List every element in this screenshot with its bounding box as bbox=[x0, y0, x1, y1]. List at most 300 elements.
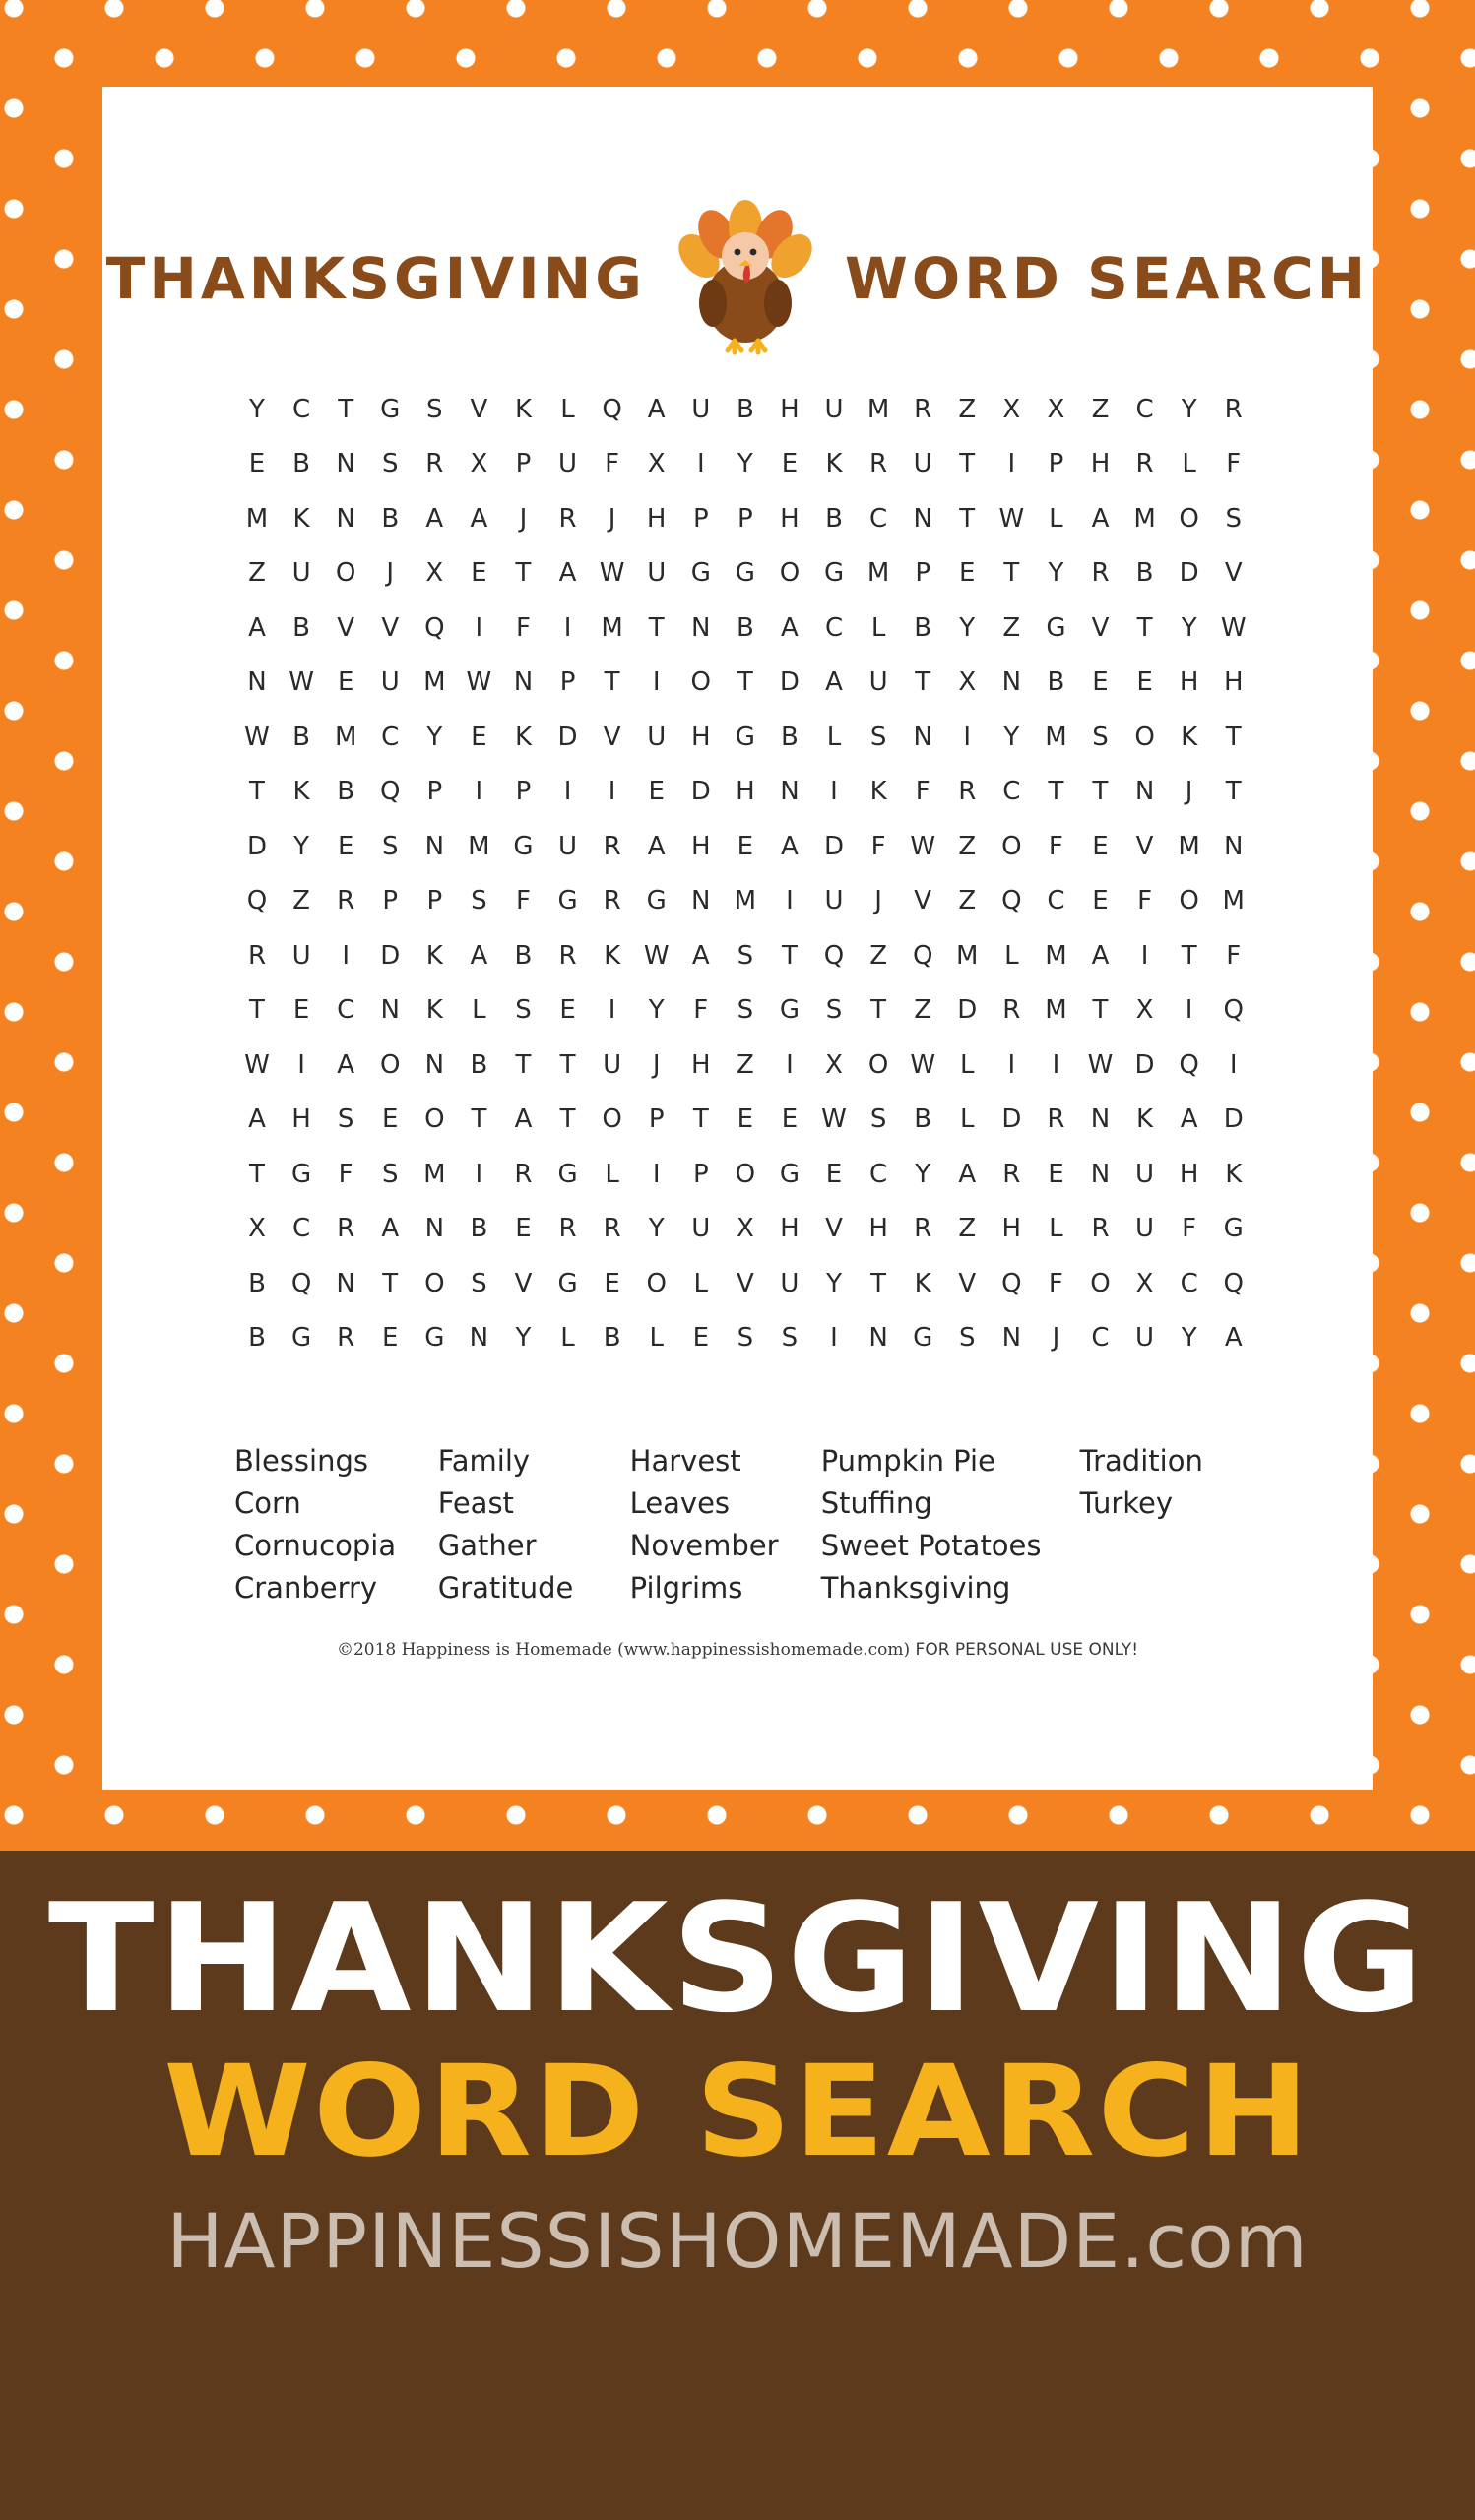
grid-cell: L bbox=[960, 1049, 975, 1080]
grid-cell: B bbox=[248, 1268, 266, 1298]
grid-cell: D bbox=[1179, 558, 1199, 589]
grid-cell: C bbox=[1091, 1323, 1110, 1354]
grid-cell: W bbox=[1087, 1049, 1114, 1080]
grid-cell: L bbox=[1004, 940, 1019, 971]
grid-cell: E bbox=[248, 449, 266, 479]
grid-cell: B bbox=[914, 612, 932, 643]
word-list-item: Leaves bbox=[629, 1486, 731, 1520]
grid-cell: J bbox=[386, 558, 395, 589]
grid-cell: V bbox=[1091, 612, 1110, 643]
grid-cell: E bbox=[648, 777, 665, 807]
grid-cell: X bbox=[1135, 1268, 1154, 1298]
grid-cell: Y bbox=[826, 1268, 842, 1298]
grid-cell: X bbox=[958, 667, 977, 698]
grid-cell: M bbox=[1178, 831, 1200, 861]
word-list-item: Cornucopia bbox=[234, 1529, 397, 1562]
grid-cell: T bbox=[515, 558, 532, 589]
grid-cell: U bbox=[824, 394, 844, 424]
grid-cell: H bbox=[691, 1049, 711, 1080]
grid-cell: U bbox=[291, 940, 311, 971]
grid-cell: I bbox=[563, 777, 572, 807]
grid-cell: Q bbox=[424, 612, 445, 643]
grid-cell: M bbox=[734, 886, 757, 916]
grid-cell: S bbox=[381, 1159, 399, 1189]
grid-cell: N bbox=[247, 667, 267, 698]
grid-cell: O bbox=[779, 558, 801, 589]
grid-cell: I bbox=[475, 1159, 483, 1189]
grid-cell: P bbox=[515, 449, 532, 479]
grid-cell: D bbox=[557, 722, 578, 752]
grid-cell: T bbox=[870, 1268, 887, 1298]
grid-cell: P bbox=[915, 558, 931, 589]
grid-cell: C bbox=[869, 1159, 888, 1189]
grid-cell: W bbox=[599, 558, 625, 589]
grid-cell: K bbox=[514, 394, 532, 424]
grid-cell: K bbox=[292, 777, 310, 807]
grid-cell: F bbox=[338, 1159, 353, 1189]
grid-cell: P bbox=[426, 777, 443, 807]
word-list-item: Corn bbox=[234, 1486, 301, 1520]
grid-cell: S bbox=[1092, 722, 1109, 752]
grid-cell: S bbox=[781, 1323, 799, 1354]
grid-cell: T bbox=[249, 1159, 265, 1189]
grid-cell: A bbox=[425, 503, 444, 534]
grid-cell: G bbox=[424, 1323, 445, 1354]
grid-cell: R bbox=[337, 1214, 355, 1244]
grid-cell: X bbox=[647, 449, 666, 479]
grid-cell: R bbox=[558, 1214, 577, 1244]
grid-cell: F bbox=[1226, 940, 1242, 971]
grid-cell: A bbox=[1224, 1323, 1243, 1354]
grid-cell: O bbox=[1179, 503, 1199, 534]
grid-cell: N bbox=[868, 1323, 888, 1354]
grid-cell: U bbox=[1135, 1214, 1155, 1244]
grid-cell: T bbox=[382, 1268, 399, 1298]
grid-cell: B bbox=[736, 394, 754, 424]
grid-row bbox=[238, 546, 1252, 601]
banner-title-word-search: WORD SEARCH bbox=[163, 2039, 1312, 2185]
grid-cell: T bbox=[515, 1049, 532, 1080]
grid-cell: Z bbox=[736, 1049, 754, 1080]
grid-cell: P bbox=[382, 886, 399, 916]
grid-cell: J bbox=[519, 503, 528, 534]
grid-cell: X bbox=[1002, 394, 1021, 424]
grid-cell: U bbox=[1135, 1323, 1155, 1354]
grid-cell: X bbox=[825, 1049, 843, 1080]
grid-cell: E bbox=[1092, 886, 1109, 916]
grid-cell: G bbox=[513, 831, 534, 861]
grid-cell: Y bbox=[959, 612, 976, 643]
grid-cell: E bbox=[737, 831, 754, 861]
grid-cell: U bbox=[603, 1049, 622, 1080]
grid-cell: F bbox=[515, 612, 531, 643]
grid-cell: B bbox=[470, 1214, 488, 1244]
grid-cell: H bbox=[1179, 667, 1199, 698]
grid-cell: E bbox=[1092, 667, 1109, 698]
grid-cell: U bbox=[913, 449, 932, 479]
grid-cell: R bbox=[247, 940, 267, 971]
grid-row bbox=[238, 1311, 1252, 1366]
grid-cell: V bbox=[1224, 558, 1243, 589]
grid-cell: F bbox=[515, 886, 531, 916]
banner-website: HAPPINESSISHOMEMADE.com bbox=[166, 2197, 1309, 2285]
grid-cell: G bbox=[690, 558, 711, 589]
grid-cell: H bbox=[1001, 1214, 1022, 1244]
grid-cell: G bbox=[557, 1159, 578, 1189]
grid-cell: G bbox=[557, 886, 578, 916]
grid-cell: N bbox=[780, 777, 800, 807]
grid-cell: X bbox=[248, 1214, 266, 1244]
grid-cell: A bbox=[781, 831, 799, 861]
grid-cell: R bbox=[1135, 449, 1154, 479]
grid-row bbox=[238, 1256, 1252, 1311]
grid-cell: S bbox=[381, 831, 399, 861]
grid-cell: N bbox=[1134, 777, 1155, 807]
grid-cell: M bbox=[866, 558, 890, 589]
word-list-item: Stuffing bbox=[820, 1486, 932, 1520]
grid-cell: N bbox=[1001, 667, 1022, 698]
grid-cell: I bbox=[830, 1323, 838, 1354]
grid-cell: J bbox=[608, 503, 616, 534]
grid-cell: G bbox=[557, 1268, 578, 1298]
grid-cell: H bbox=[691, 831, 711, 861]
grid-cell: R bbox=[337, 886, 355, 916]
grid-cell: A bbox=[514, 1104, 533, 1135]
grid-row bbox=[238, 1093, 1252, 1148]
grid-row bbox=[238, 874, 1252, 929]
grid-cell: T bbox=[338, 394, 354, 424]
grid-cell: L bbox=[1182, 449, 1196, 479]
grid-cell: R bbox=[425, 449, 444, 479]
grid-cell: A bbox=[1091, 503, 1110, 534]
grid-cell: R bbox=[958, 777, 977, 807]
grid-cell: H bbox=[291, 1104, 311, 1135]
grid-cell: M bbox=[423, 667, 446, 698]
grid-row bbox=[238, 600, 1252, 656]
grid-cell: L bbox=[693, 1268, 709, 1298]
grid-cell: R bbox=[1224, 394, 1243, 424]
grid-cell: Q bbox=[1223, 1268, 1244, 1298]
grid-cell: W bbox=[244, 722, 270, 752]
grid-cell: O bbox=[424, 1104, 445, 1135]
grid-cell: W bbox=[1220, 612, 1247, 643]
grid-cell: G bbox=[1223, 1214, 1244, 1244]
grid-cell: E bbox=[781, 1104, 799, 1135]
grid-cell: Q bbox=[912, 940, 933, 971]
title-thanksgiving: THANKSGIVING bbox=[105, 245, 646, 312]
grid-cell: I bbox=[608, 995, 616, 1026]
grid-cell: R bbox=[1002, 1159, 1021, 1189]
grid-cell: R bbox=[603, 1214, 621, 1244]
grid-cell: W bbox=[821, 1104, 847, 1135]
grid-row bbox=[238, 983, 1252, 1039]
grid-cell: S bbox=[737, 995, 754, 1026]
grid-cell: P bbox=[559, 667, 576, 698]
grid-cell: O bbox=[646, 1268, 667, 1298]
grid-cell: F bbox=[693, 995, 709, 1026]
grid-cell: T bbox=[1048, 777, 1064, 807]
grid-cell: T bbox=[1136, 612, 1153, 643]
grid-cell: S bbox=[381, 449, 399, 479]
grid-cell: D bbox=[1223, 1104, 1244, 1135]
grid-cell: H bbox=[691, 722, 711, 752]
grid-cell: N bbox=[1090, 1159, 1111, 1189]
grid-cell: R bbox=[914, 1214, 932, 1244]
grid-cell: S bbox=[869, 1104, 887, 1135]
grid-cell: B bbox=[337, 777, 355, 807]
grid-cell: G bbox=[735, 722, 755, 752]
grid-cell: D bbox=[380, 940, 401, 971]
grid-cell: S bbox=[515, 995, 532, 1026]
grid-cell: C bbox=[381, 722, 400, 752]
grid-cell: V bbox=[736, 1268, 754, 1298]
grid-cell: Q bbox=[1001, 1268, 1022, 1298]
grid-cell: E bbox=[382, 1323, 399, 1354]
grid-cell: T bbox=[471, 1104, 487, 1135]
grid-cell: L bbox=[560, 394, 575, 424]
grid-cell: W bbox=[910, 1049, 936, 1080]
word-list-column bbox=[234, 1440, 438, 1609]
grid-cell: K bbox=[425, 940, 443, 971]
grid-cell: Z bbox=[914, 995, 932, 1026]
grid-cell: W bbox=[643, 940, 670, 971]
grid-cell: P bbox=[692, 503, 709, 534]
grid-cell: T bbox=[692, 1104, 709, 1135]
grid-cell: R bbox=[558, 940, 577, 971]
grid-cell: K bbox=[869, 777, 887, 807]
grid-cell: A bbox=[1091, 940, 1110, 971]
word-list-item: Blessings bbox=[234, 1444, 368, 1478]
grid-row bbox=[238, 710, 1252, 765]
grid-cell: L bbox=[1049, 1214, 1063, 1244]
personal-use-text: FOR PERSONAL USE ONLY! bbox=[915, 1640, 1139, 1660]
grid-cell: U bbox=[558, 831, 578, 861]
grid-cell: R bbox=[558, 503, 577, 534]
grid-cell: E bbox=[1048, 1159, 1064, 1189]
grid-row bbox=[238, 765, 1252, 820]
grid-cell: A bbox=[781, 612, 799, 643]
grid-cell: Q bbox=[1001, 886, 1022, 916]
grid-cell: M bbox=[956, 940, 979, 971]
word-search-grid bbox=[238, 382, 1252, 1365]
grid-cell: Y bbox=[1181, 1323, 1197, 1354]
grid-cell: K bbox=[1225, 1159, 1243, 1189]
grid-cell: I bbox=[696, 449, 705, 479]
grid-cell: F bbox=[1048, 1268, 1063, 1298]
grid-cell: M bbox=[245, 503, 269, 534]
grid-cell: C bbox=[869, 503, 888, 534]
word-list-item: Gather bbox=[437, 1529, 537, 1562]
grid-cell: L bbox=[826, 722, 842, 752]
grid-cell: A bbox=[825, 667, 843, 698]
grid-cell: S bbox=[337, 1104, 354, 1135]
grid-cell: E bbox=[825, 1159, 843, 1189]
grid-cell: T bbox=[559, 1049, 576, 1080]
grid-row bbox=[238, 928, 1252, 983]
grid-cell: H bbox=[1090, 449, 1111, 479]
turkey-icon bbox=[652, 185, 839, 372]
grid-cell: S bbox=[737, 940, 754, 971]
grid-cell: Q bbox=[290, 1268, 312, 1298]
grid-cell: F bbox=[1182, 1214, 1197, 1244]
grid-cell: R bbox=[514, 1159, 533, 1189]
grid-cell: T bbox=[781, 940, 798, 971]
grid-cell: T bbox=[648, 612, 665, 643]
grid-cell: O bbox=[602, 1104, 622, 1135]
grid-cell: Y bbox=[293, 831, 310, 861]
grid-cell: I bbox=[786, 1049, 794, 1080]
grid-cell: K bbox=[514, 722, 532, 752]
grid-cell: E bbox=[1136, 667, 1153, 698]
grid-cell: Y bbox=[1181, 612, 1197, 643]
grid-cell: A bbox=[337, 1049, 355, 1080]
grid-cell: U bbox=[824, 886, 844, 916]
grid-cell: I bbox=[608, 777, 616, 807]
grid-cell: V bbox=[514, 1268, 533, 1298]
grid-cell: S bbox=[958, 1323, 976, 1354]
grid-cell: R bbox=[1091, 1214, 1110, 1244]
grid-cell: B bbox=[1047, 667, 1065, 698]
grid-cell: T bbox=[1003, 558, 1020, 589]
grid-cell: D bbox=[779, 667, 800, 698]
grid-cell: F bbox=[1137, 886, 1153, 916]
grid-cell: E bbox=[604, 1268, 620, 1298]
grid-cell: L bbox=[960, 1104, 975, 1135]
grid-cell: G bbox=[1046, 612, 1066, 643]
grid-cell: G bbox=[779, 995, 801, 1026]
grid-cell: N bbox=[424, 1214, 445, 1244]
grid-cell: Y bbox=[1003, 722, 1020, 752]
grid-cell: L bbox=[1049, 503, 1063, 534]
grid-cell: I bbox=[652, 1159, 661, 1189]
grid-cell: N bbox=[336, 449, 355, 479]
grid-cell: B bbox=[470, 1049, 488, 1080]
word-list bbox=[234, 1440, 1258, 1609]
grid-cell: M bbox=[468, 831, 490, 861]
grid-cell: G bbox=[291, 1323, 312, 1354]
grid-cell: A bbox=[647, 831, 666, 861]
grid-cell: H bbox=[736, 777, 755, 807]
grid-cell: Y bbox=[648, 1214, 665, 1244]
grid-cell: O bbox=[867, 1049, 889, 1080]
grid-cell: T bbox=[559, 1104, 576, 1135]
grid-row bbox=[238, 1147, 1252, 1202]
grid-cell: C bbox=[337, 995, 355, 1026]
grid-cell: Y bbox=[515, 1323, 532, 1354]
grid-cell: B bbox=[248, 1323, 266, 1354]
grid-cell: Y bbox=[737, 449, 753, 479]
grid-cell: Q bbox=[602, 394, 622, 424]
grid-cell: L bbox=[472, 995, 486, 1026]
printable-worksheet bbox=[102, 87, 1373, 1790]
grid-cell: N bbox=[913, 503, 932, 534]
grid-cell: G bbox=[735, 558, 755, 589]
grid-cell: W bbox=[466, 667, 492, 698]
grid-cell: P bbox=[648, 1104, 665, 1135]
grid-cell: P bbox=[1048, 449, 1064, 479]
grid-cell: U bbox=[1135, 1159, 1155, 1189]
grid-cell: L bbox=[870, 612, 886, 643]
grid-cell: L bbox=[649, 1323, 664, 1354]
grid-cell: S bbox=[869, 722, 887, 752]
grid-cell: A bbox=[470, 940, 488, 971]
word-list-item: Thanksgiving bbox=[820, 1571, 1011, 1605]
grid-cell: R bbox=[603, 831, 621, 861]
grid-cell: Z bbox=[958, 831, 977, 861]
grid-cell: N bbox=[380, 995, 400, 1026]
grid-cell: H bbox=[1179, 1159, 1199, 1189]
grid-cell: Y bbox=[648, 995, 665, 1026]
grid-cell: H bbox=[646, 503, 667, 534]
grid-cell: N bbox=[1223, 831, 1244, 861]
grid-cell: Z bbox=[958, 886, 977, 916]
grid-cell: H bbox=[1223, 667, 1244, 698]
grid-cell: E bbox=[692, 1323, 709, 1354]
grid-cell: R bbox=[1002, 995, 1021, 1026]
grid-cell: J bbox=[1185, 777, 1193, 807]
grid-cell: I bbox=[1185, 995, 1193, 1026]
grid-cell: M bbox=[423, 1159, 446, 1189]
grid-cell: M bbox=[866, 394, 890, 424]
grid-cell: I bbox=[652, 667, 661, 698]
grid-cell: S bbox=[737, 1323, 754, 1354]
grid-cell: V bbox=[825, 1214, 843, 1244]
grid-cell: X bbox=[470, 449, 488, 479]
grid-cell: T bbox=[1225, 777, 1242, 807]
word-list-item: Cranberry bbox=[234, 1571, 378, 1605]
grid-cell: F bbox=[870, 831, 886, 861]
grid-cell: W bbox=[244, 1049, 270, 1080]
grid-cell: P bbox=[515, 777, 532, 807]
grid-cell: W bbox=[998, 503, 1025, 534]
word-list-column bbox=[1080, 1440, 1258, 1609]
grid-cell: C bbox=[1002, 777, 1021, 807]
grid-cell: Y bbox=[1181, 394, 1197, 424]
grid-cell: B bbox=[292, 722, 310, 752]
grid-row bbox=[238, 1038, 1252, 1093]
grid-cell: B bbox=[292, 612, 310, 643]
grid-cell: B bbox=[603, 1323, 621, 1354]
grid-cell: A bbox=[558, 558, 577, 589]
grid-cell: C bbox=[1135, 394, 1154, 424]
grid-cell: F bbox=[1048, 831, 1063, 861]
grid-cell: B bbox=[1135, 558, 1154, 589]
grid-cell: Z bbox=[958, 1214, 977, 1244]
grid-cell: E bbox=[471, 558, 487, 589]
grid-cell: G bbox=[913, 1323, 933, 1354]
grid-cell: U bbox=[691, 1214, 711, 1244]
grid-cell: B bbox=[736, 612, 754, 643]
grid-cell: R bbox=[1091, 558, 1110, 589]
word-list-item: Family bbox=[437, 1444, 531, 1478]
grid-cell: Q bbox=[246, 886, 268, 916]
grid-cell: M bbox=[1222, 886, 1245, 916]
grid-cell: B bbox=[292, 449, 310, 479]
grid-cell: V bbox=[1135, 831, 1154, 861]
grid-cell: Z bbox=[292, 886, 310, 916]
grid-cell: N bbox=[424, 831, 445, 861]
word-list-column bbox=[821, 1440, 1080, 1609]
grid-cell: E bbox=[292, 995, 310, 1026]
grid-cell: A bbox=[470, 503, 488, 534]
grid-cell: C bbox=[1047, 886, 1065, 916]
grid-cell: D bbox=[1001, 1104, 1022, 1135]
grid-cell: A bbox=[381, 1214, 400, 1244]
grid-cell: E bbox=[959, 558, 976, 589]
grid-cell: B bbox=[514, 940, 533, 971]
grid-cell: B bbox=[914, 1104, 932, 1135]
grid-cell: M bbox=[1045, 722, 1067, 752]
